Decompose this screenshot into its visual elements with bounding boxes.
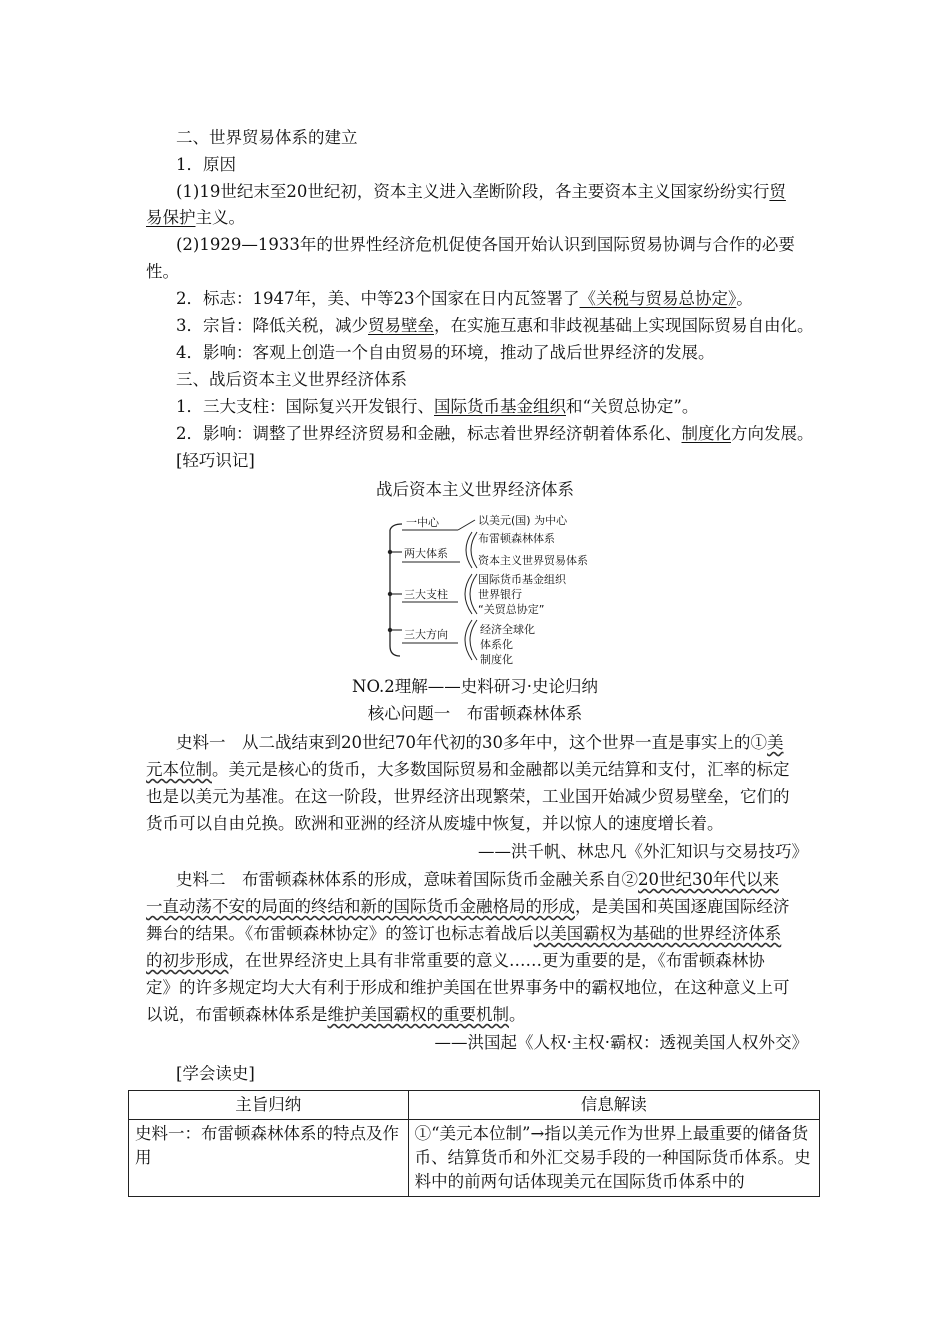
cause1-line2: 易保护主义。	[146, 208, 245, 227]
branch-label-3: 三大支柱	[404, 588, 448, 601]
analysis-table	[128, 1090, 820, 1197]
impact-line: 4．影响：客观上创造一个自由贸易的环境，推动了战后世界经济的发展。	[176, 343, 715, 362]
branch-label-4: 三大方向	[404, 628, 448, 641]
source2-line4: 的初步形成，在世界经济史上具有非常重要的意义……更为重要的是，《布雷顿森林协	[146, 951, 765, 970]
section3-heading: 三、战后资本主义世界经济体系	[176, 370, 407, 389]
branch-label-2: 两大体系	[404, 547, 448, 560]
source1-line4: 货币可以自由兑换。欧洲和亚洲的经济从废墟中恢复，并以惊人的速度增长着。	[146, 814, 724, 833]
impact3-line: 2．影响：调整了世界经济贸易和金融，标志着世界经济朝着体系化、制度化方向发展。	[176, 424, 814, 443]
source1-line3: 也是以美元为基准。在这一阶段，世界经济出现繁荣，工业国开始减少贸易壁垒，它们的	[146, 787, 790, 806]
source1-line1: 史料一 从二战结束到20世纪70年代初的30多年中，这个世界一直是事实上的①美	[176, 733, 784, 752]
diagram-title: 战后资本主义世界经济体系	[376, 480, 574, 499]
source1-citation: ——洪千帆、林忠凡《外汇知识与交易技巧》	[478, 842, 808, 861]
cause2-line1: (2)1929—1933年的世界性经济危机促使各国开始认识到国际贸易协调与合作的必要	[176, 235, 795, 254]
aim-line: 3．宗旨：降低关税，减少贸易壁垒，在实施互惠和非歧视基础上实现国际贸易自由化。	[176, 316, 814, 335]
branch-3-item-2: 世界银行	[478, 588, 522, 601]
branch-3-item-3: “关贸总协定”	[478, 603, 545, 616]
no2-heading: NO.2理解——史料研习·史论归纳	[352, 677, 598, 696]
source2-line5: 定》的许多规定均大大有利于形成和维护美国在世界事务中的霸权地位，在这种意义上可	[146, 978, 790, 997]
cause2-line2: 性。	[146, 262, 179, 281]
table-header-main-idea: 主旨归纳	[129, 1091, 409, 1120]
branch-4-item-2: 体系化	[480, 638, 513, 651]
source2-citation: ——洪国起《人权·主权·霸权：透视美国人权外交》	[434, 1033, 808, 1052]
source2-line2: 一直动荡不安的局面的终结和新的国际货币金融格局的形成，是美国和英国逐鹿国际经济	[146, 897, 790, 916]
tip-label: [轻巧识记]	[176, 451, 255, 470]
source2-line3: 舞台的结果。《布雷顿森林协定》的签订也标志着战后以美国霸权为基础的世界经济体系	[146, 924, 782, 943]
section2-heading: 二、世界贸易体系的建立	[176, 128, 358, 147]
branch-label-1: 一中心	[406, 516, 439, 529]
mind-map-diagram	[380, 506, 640, 676]
cause-title: 1．原因	[176, 155, 236, 174]
cause1-line1: (1)19世纪末至20世纪初，资本主义进入垄断阶段，各主要资本主义国家纷纷实行贸	[176, 182, 786, 201]
sign-line: 2．标志：1947年，美、中等23个国家在日内瓦签署了《关税与贸易总协定》。	[176, 289, 753, 308]
branch-2-item-2: 资本主义世界贸易体系	[478, 554, 588, 567]
source2-line6: 以说，布雷顿森林体系是维护美国霸权的重要机制。	[146, 1005, 526, 1024]
branch-2-item-1: 布雷顿森林体系	[478, 532, 555, 545]
table-cell-main-idea: 史料一：布雷顿森林体系的特点及作用	[129, 1120, 409, 1197]
table-header-info: 信息解读	[408, 1091, 819, 1120]
table-header-row	[129, 1091, 820, 1120]
source1-line2: 元本位制。美元是核心的货币，大多数国际贸易和金融都以美元结算和支付，汇率的标定	[146, 760, 790, 779]
branch-1-item-1: 以美元(国) 为中心	[478, 514, 568, 527]
branch-4-item-3: 制度化	[480, 653, 513, 666]
pillars-line: 1．三大支柱：国际复兴开发银行、国际货币基金组织和“关贸总协定”。	[176, 397, 699, 416]
table-cell-info: ①“美元本位制”→指以美元作为世界上最重要的储备货币、结算货币和外汇交易手段的一种国际货币体系。史料中的前两句话体现美元在国际货币体系中的	[408, 1120, 819, 1197]
branch-3-item-1: 国际货币基金组织	[478, 573, 566, 586]
table-row	[129, 1120, 820, 1197]
branch-4-item-1: 经济全球化	[480, 623, 535, 636]
learn-tag: [学会读史]	[176, 1064, 255, 1083]
core-question-heading: 核心问题一 布雷顿森林体系	[367, 704, 583, 723]
source2-line1: 史料二 布雷顿森林体系的形成，意味着国际货币金融关系自②20世纪30年代以来	[176, 870, 779, 889]
